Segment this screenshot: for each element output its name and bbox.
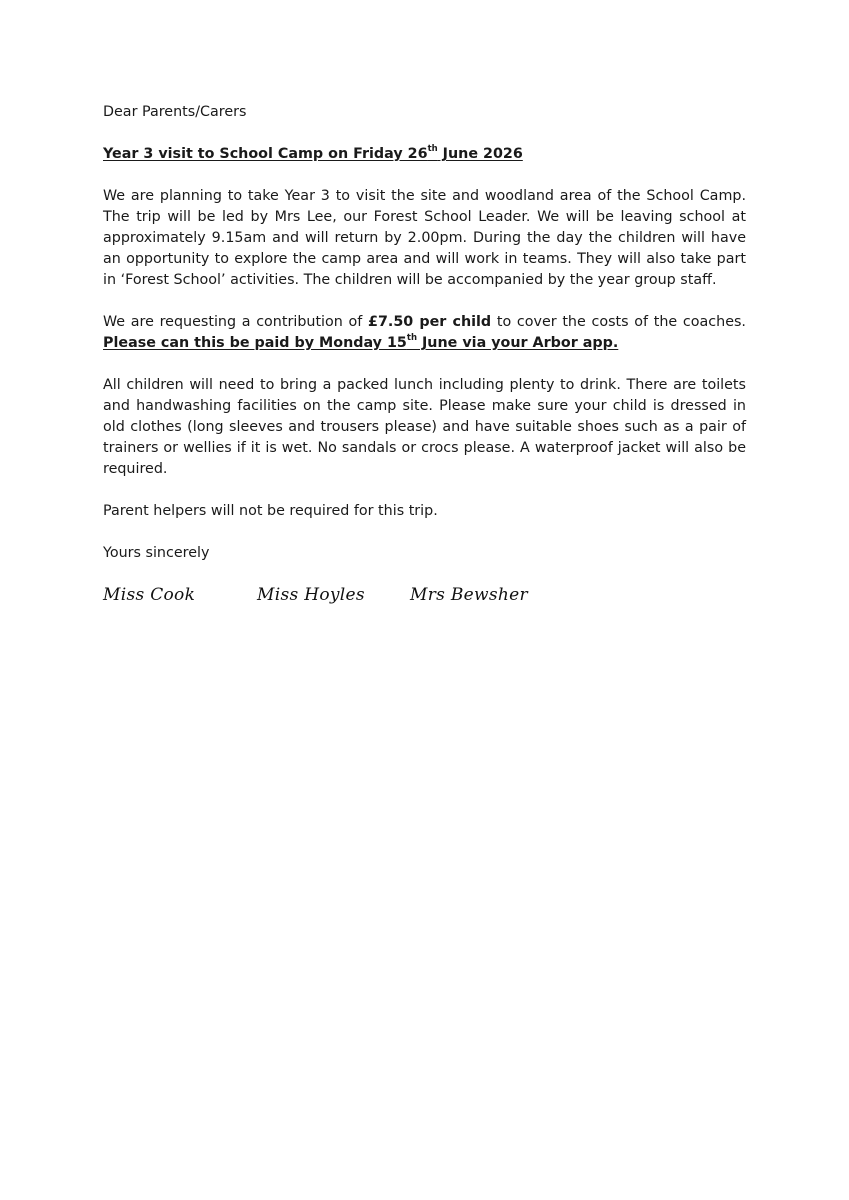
payment-deadline <box>103 335 618 351</box>
signature-miss-hoyles: Miss Hoyles <box>257 585 365 605</box>
signature-miss-cook: Miss Cook <box>103 585 196 605</box>
salutation: Dear Parents/Carers <box>103 104 247 120</box>
paragraph-what-to-bring: All children will need to bring a packed lunch including plenty to drink. There are toilets and handwashing facilities on the camp site. Please make sure your child is dressed in old clothes (long sleeves and trousers please) and have suitable shoes such as a pair of trainers or wellies if it is wet. No sandals or crocs please. A waterproof jacket will also be required. <box>103 377 746 477</box>
paragraph-payment <box>103 312 746 354</box>
title-text-end: June 2026 <box>437 146 523 162</box>
payment-middle: to cover the costs of the coaches. <box>491 314 746 330</box>
signatures <box>103 585 746 615</box>
payment-deadline-text: Please can this be paid by Monday 15 <box>103 335 407 351</box>
payment-amount: £7.50 per child <box>368 314 492 330</box>
title-ordinal: th <box>427 144 438 155</box>
payment-deadline-end: June via your Arbor app. <box>417 335 619 351</box>
letter-body <box>103 102 746 615</box>
payment-lead: We are requesting a contribution of <box>103 314 369 330</box>
closing: Yours sincerely <box>103 545 210 561</box>
letter-title <box>103 144 746 165</box>
paragraph-parent-helpers: Parent helpers will not be required for this trip. <box>103 503 438 519</box>
payment-deadline-ordinal: th <box>406 333 418 344</box>
title-text: Year 3 visit to School Camp on Friday 26 <box>103 146 428 162</box>
paragraph-trip-details: We are planning to take Year 3 to visit the site and woodland area of the School Camp. The trip will be led by Mrs Lee, our Forest School Leader. We will be leaving school at approximately 9.15am and will return by 2.00pm. During the day the children will have an opportunity to explore the camp area and will work in teams. They will also take part in ‘Forest School’ activities. The children will be accompanied by the year group staff. <box>103 188 746 288</box>
signature-mrs-bewsher: Mrs Bewsher <box>410 585 528 605</box>
